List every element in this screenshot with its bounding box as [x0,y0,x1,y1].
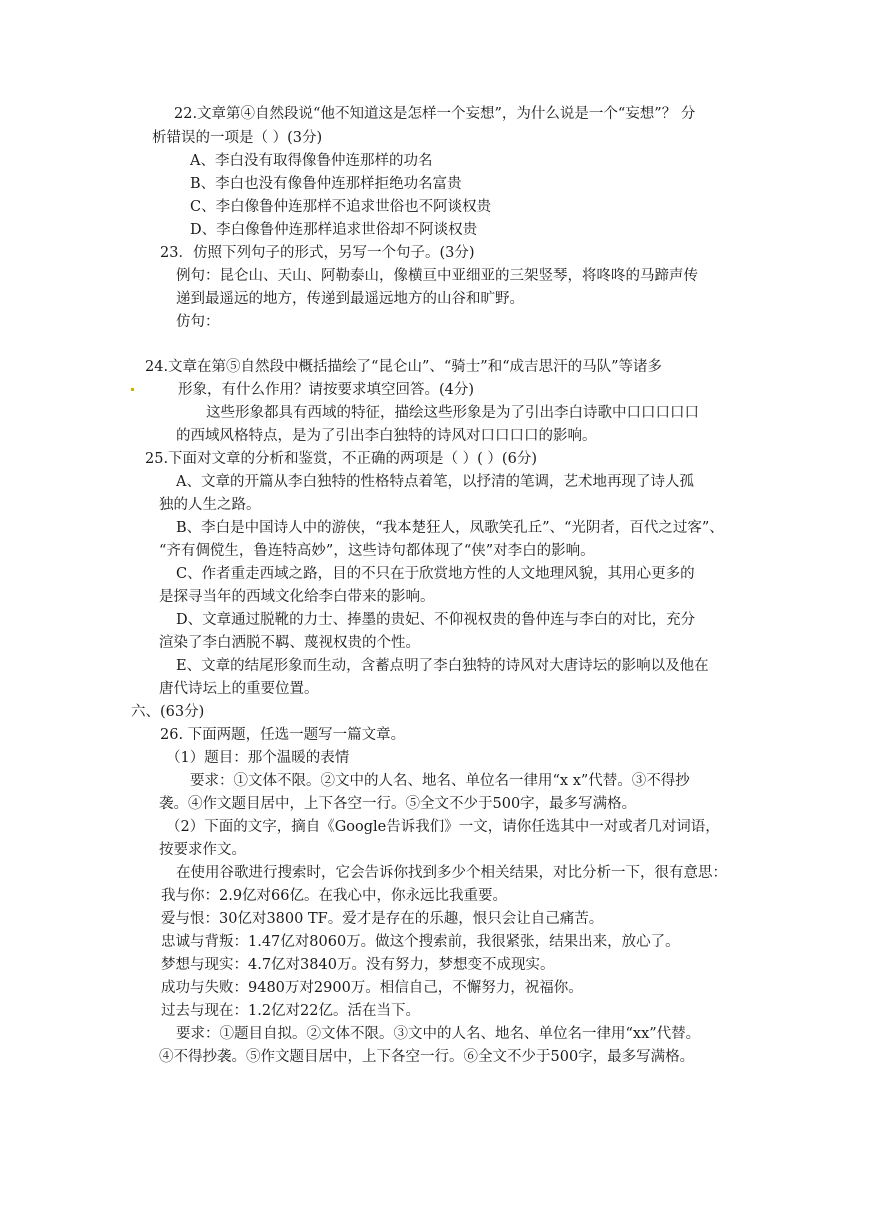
q26-material-pair2: 爱与恨：30亿对3800 TF。爱才是存在的乐趣，恨只会让自己痛苦。 [161,911,604,927]
q23-example-line1: 例句：昆仑山、天山、阿勒泰山，像横亘中亚细亚的三架竖琴，将咚咚的马蹄声传 [176,268,698,284]
q26-topic2-req-line1: 要求：①题目自拟。②文体不限。③文中的人名、地名、单位名一律用“xx”代替。 [176,1026,701,1042]
q26-stem: 26. 下面两题，任选一题写一篇文章。 [160,727,406,743]
q25-option-d-line2: 渲染了李白洒脱不羁、蔑视权贵的个性。 [159,635,420,651]
q25-option-c-line1: C、作者重走西域之路，目的不只在于欣赏地方性的人文地理风貌，其用心更多的 [176,566,695,582]
q22-option-b: B、李白也没有像鲁仲连那样拒绝功名富贵 [190,176,462,192]
q25-option-e-line1: E、文章的结尾形象而生动，含蓄点明了李白独特的诗风对大唐诗坛的影响以及他在 [176,658,709,674]
q22-option-c: C、李白像鲁仲连那样不追求世俗也不阿谈权贵 [190,199,492,215]
q25-option-d-line1: D、文章通过脱靴的力士、捧墨的贵妃、不仰视权贵的鲁仲连与李白的对比，充分 [176,612,696,628]
q26-topic1-req-line2: 袭。④作文题目居中，上下各空一行。⑤全文不少于500字，最多写满格。 [159,796,637,812]
section6-heading: 六、(63分) [131,704,205,720]
q22-stem-line1: 22.文章第④自然段说“他不知道这是怎样一个妄想”，为什么说是一个“妄想”？ 分 [174,106,696,122]
q25-option-c-line2: 是探寻当年的西域文化给李白带来的影响。 [159,589,435,605]
q26-material-pair6: 过去与现在：1.2亿对22亿。活在当下。 [161,1003,421,1019]
q26-topic2-line2: 按要求作文。 [159,842,246,858]
q26-material-pair4: 梦想与现实：4.7亿对3840万。没有努力，梦想变不成现实。 [161,957,555,973]
q26-topic2-req-line2: ④不得抄袭。⑤作文题目居中，上下各空一行。⑥全文不少于500字，最多写满格。 [159,1049,695,1065]
q25-option-b-line1: B、李白是中国诗人中的游侠，“我本楚狂人，凤歌笑孔丘”、“光阴者，百代之过客”、 [176,520,724,536]
q22-stem-line2: 析错误的一项是（ ）(3分) [152,130,323,146]
q26-topic1-req-line1: 要求：①文体不限。②文中的人名、地名、单位名一律用“x x”代替。③不得抄 [190,773,690,789]
q26-material-pair5: 成功与失败：9480万对2900万。相信自己，不懈努力，祝福你。 [161,980,583,996]
q24-fill-line1: 这些形象都具有西域的特征，描绘这些形象是为了引出李白诗歌中口口口口口 [206,405,699,421]
q22-option-d: D、李白像鲁仲连那样追求世俗却不阿谈权贵 [190,222,478,238]
q25-option-a-line1: A、文章的开篇从李白独特的性格特点着笔，以抒清的笔调，艺术地再现了诗人孤 [176,474,694,490]
q26-material-pair3: 忠诚与背叛：1.47亿对8060万。做这个搜索前，我很紧张，结果出来，放心了。 [161,934,680,950]
q25-stem: 25.下面对文章的分析和鉴赏，不正确的两项是（ ）( ）(6分) [145,451,537,467]
q26-material-pair1: 我与你：2.9亿对66亿。在我心中，你永远比我重要。 [161,888,508,904]
q22-option-a: A、李白没有取得像鲁仲连那样的功名 [190,153,433,169]
q23-stem: 23．仿照下列句子的形式，另写一个句子。(3分) [160,245,475,261]
q24-stem-line2: 形象，有什么作用？请按要求填空回答。(4分) [178,382,475,398]
q26-topic2-line1: （2）下面的文字，摘自《Google告诉我们》一文，请你任选其中一对或者几对词语， [166,819,720,835]
q26-material-intro: 在使用谷歌进行搜索时，它会告诉你找到多少个相关结果，对比分析一下，很有意思： [176,865,727,881]
q25-option-b-line2: “齐有倜傥生，鲁连特高妙”，这些诗句都体现了“侠”对李白的影响。 [159,543,595,559]
q23-imitation-label: 仿句： [176,314,220,330]
q25-option-e-line2: 唐代诗坛上的重要位置。 [159,681,319,697]
q26-topic1-title: （1）题目：那个温暖的表情 [166,750,350,766]
q24-fill-line2: 的西域风格特点，是为了引出李白独特的诗风对口口口口的影响。 [176,428,597,444]
stray-mark [131,388,134,391]
q23-example-line2: 递到最遥远的地方，传递到最遥远地方的山谷和旷野。 [176,291,524,307]
q25-option-a-line2: 独的人生之路。 [159,497,261,513]
q24-stem-line1: 24.文章在第⑤自然段中概括描绘了“昆仑山”、“骑士”和“成吉思汗的马队”等诸多 [145,359,663,375]
